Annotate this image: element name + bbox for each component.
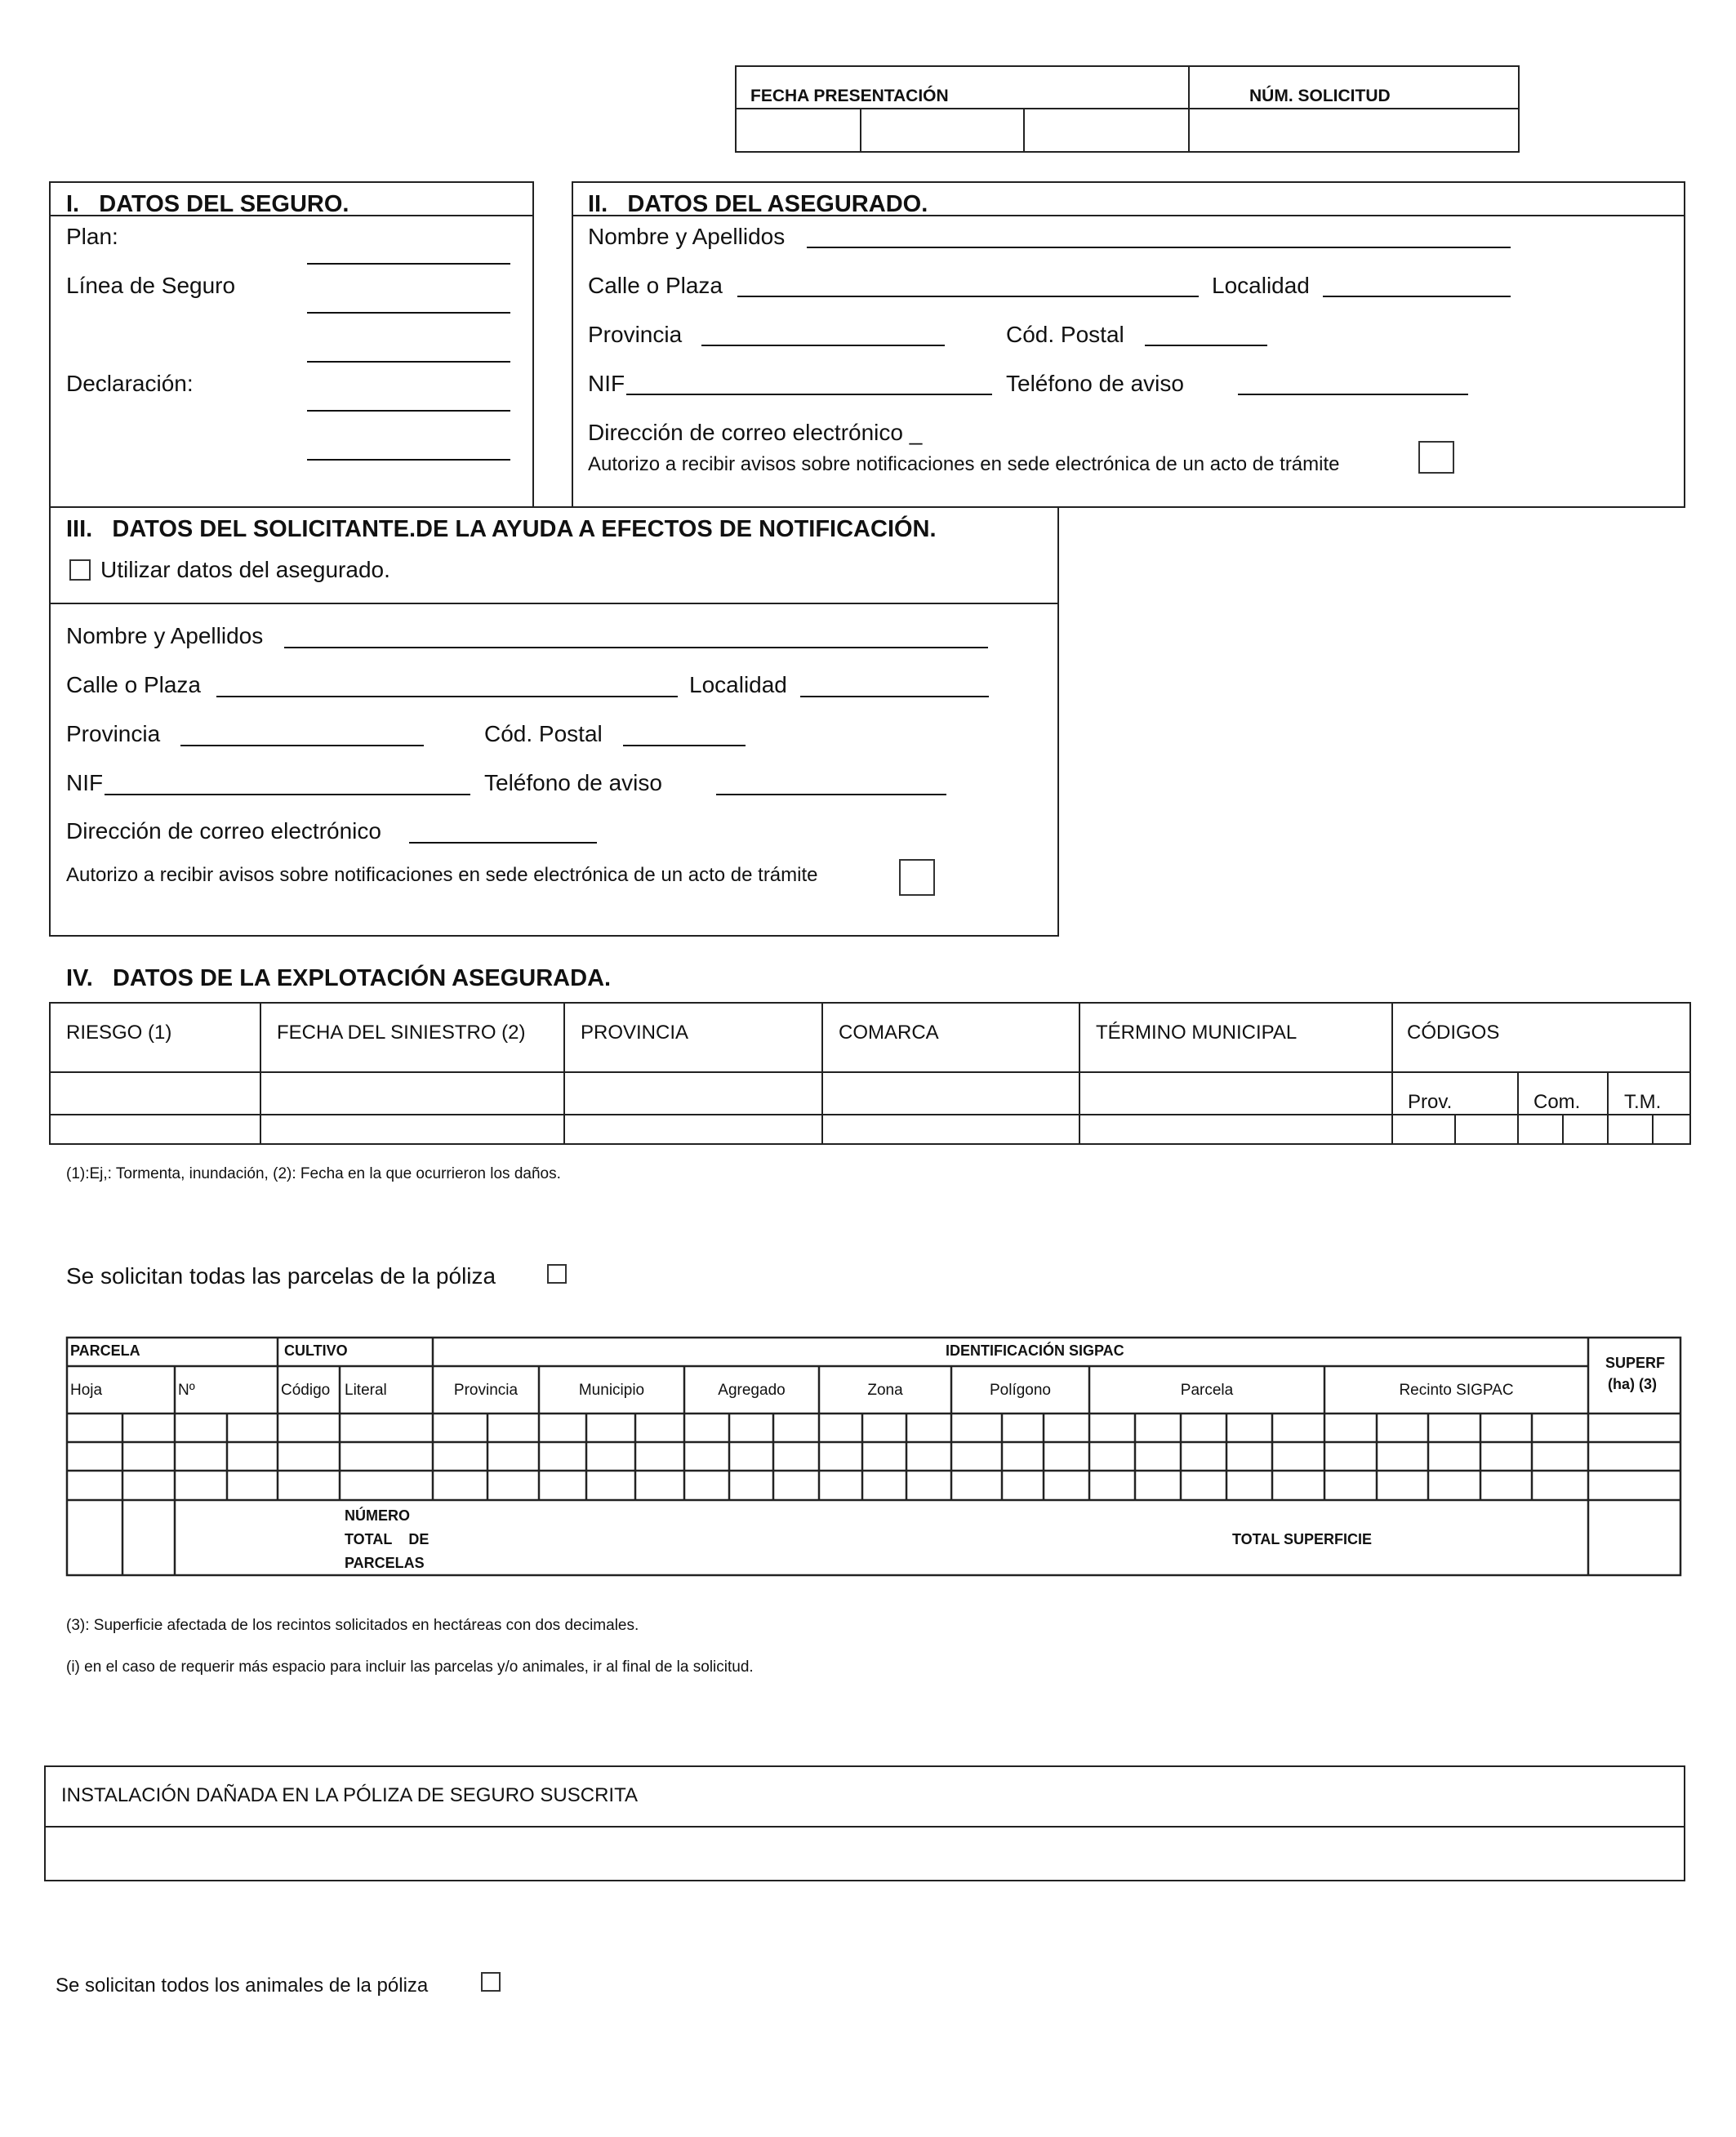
superf-label-2: (ha) (3) [1608,1376,1657,1392]
instalacion-label: INSTALACIÓN DAÑADA EN LA PÓLIZA DE SEGURO SUSCRITA [61,1784,638,1806]
total-superficie-label: TOTAL SUPERFICIE [1232,1531,1373,1547]
declaracion-label: Declaración: [66,371,194,396]
asegurado-cp-label: Cód. Postal [1006,322,1124,347]
numero-label: Nº [178,1382,195,1399]
col-codigos: CÓDIGOS [1407,1022,1500,1044]
codigo-label: Código [281,1382,331,1399]
sigpac-agregado-label: Agregado [718,1382,786,1399]
asegurado-nif-label: NIF [588,371,625,396]
sigpac-zona-label: Zona [867,1382,903,1399]
sigpac-parcela-label: Parcela [1180,1382,1234,1399]
parcelas-note-i: (i) en el caso de requerir más espacio para incluir las parcelas y/o animales, ir al final de la solicitud. [66,1658,754,1676]
asegurado-localidad-label: Localidad [1212,273,1310,298]
utilizar-datos-label: Utilizar datos del asegurado. [100,557,390,582]
animales-question: Se solicitan todos los animales de la póliza [56,1974,429,1997]
numero-total-line-1: NÚMERO [345,1507,410,1524]
section-iv-title: IV. DATOS DE LA EXPLOTACIÓN ASEGURADA. [66,965,612,991]
hoja-label: Hoja [70,1382,103,1399]
solicitante-autorizo-label: Autorizo a recibir avisos sobre notificaciones en sede electrónica de un acto de trámite [66,864,818,886]
numero-total-line-3: PARCELAS [345,1555,425,1571]
solicitante-telefono-label: Teléfono de aviso [484,770,662,795]
solicitante-nif-label: NIF [66,770,104,795]
literal-label: Literal [345,1382,387,1399]
parcelas-question: Se solicitan todas las parcelas de la póliza [66,1263,496,1289]
solicitante-calle-label: Calle o Plaza [66,672,201,697]
sigpac-poligono-label: Polígono [989,1382,1051,1399]
parcela-group-label: PARCELA [70,1342,140,1359]
total-superficie-field[interactable] [1590,1502,1680,1574]
asegurado-calle-label: Calle o Plaza [588,273,723,298]
solicitante-localidad-label: Localidad [689,672,787,697]
sigpac-recinto-label: Recinto SIGPAC [1399,1382,1514,1399]
cultivo-group-label: CULTIVO [284,1342,348,1359]
plan-label: Plan: [66,224,118,249]
explotacion-note: (1):Ej,: Tormenta, inundación, (2): Fecha en la que ocurrieron los daños. [66,1165,561,1182]
asegurado-autorizo-label: Autorizo a recibir avisos sobre notificaciones en sede electrónica de un acto de trámite [588,453,1340,475]
asegurado-nombre-label: Nombre y Apellidos [588,224,786,249]
sigpac-municipio-label: Municipio [578,1382,645,1399]
asegurado-telefono-label: Teléfono de aviso [1006,371,1184,396]
col-comarca: COMARCA [839,1022,939,1044]
section-iii-title: III. DATOS DEL SOLICITANTE.DE LA AYUDA A EFECTOS DE NOTIFICACIÓN. [66,516,937,542]
asegurado-correo-label: Dirección de correo electrónico _ [588,420,923,445]
instalacion-field[interactable] [46,1828,1684,1880]
col-riesgo: RIESGO (1) [66,1022,172,1044]
codigo-com-label: Com. [1533,1091,1581,1113]
fecha-presentacion-label: FECHA PRESENTACIÓN [750,87,949,105]
solicitante-provincia-label: Provincia [66,721,161,746]
col-fecha-siniestro: FECHA DEL SINIESTRO (2) [277,1022,526,1044]
col-provincia: PROVINCIA [581,1022,689,1044]
section-ii-title: II. DATOS DEL ASEGURADO. [588,191,928,217]
codigo-tm-label: T.M. [1624,1091,1662,1113]
solicitante-correo-label: Dirección de correo electrónico [66,818,381,844]
linea-seguro-label: Línea de Seguro [66,273,236,298]
solicitante-cp-label: Cód. Postal [484,721,603,746]
asegurado-provincia-label: Provincia [588,322,683,347]
numero-total-line-2: TOTAL DE [345,1531,430,1547]
num-solicitud-label: NÚM. SOLICITUD [1249,87,1391,105]
solicitante-nombre-label: Nombre y Apellidos [66,623,264,648]
col-termino-municipal: TÉRMINO MUNICIPAL [1096,1022,1298,1044]
superf-label-1: SUPERF [1605,1355,1666,1371]
parcelas-note-3: (3): Superficie afectada de los recintos solicitados en hectáreas con dos decimales. [66,1617,639,1634]
sigpac-provincia-label: Provincia [453,1382,519,1399]
codigo-prov-label: Prov. [1408,1091,1453,1113]
section-i-title: I. DATOS DEL SEGURO. [66,191,349,217]
todos-animales-checkbox[interactable] [481,1972,501,1992]
sigpac-group-label: IDENTIFICACIÓN SIGPAC [946,1342,1124,1359]
